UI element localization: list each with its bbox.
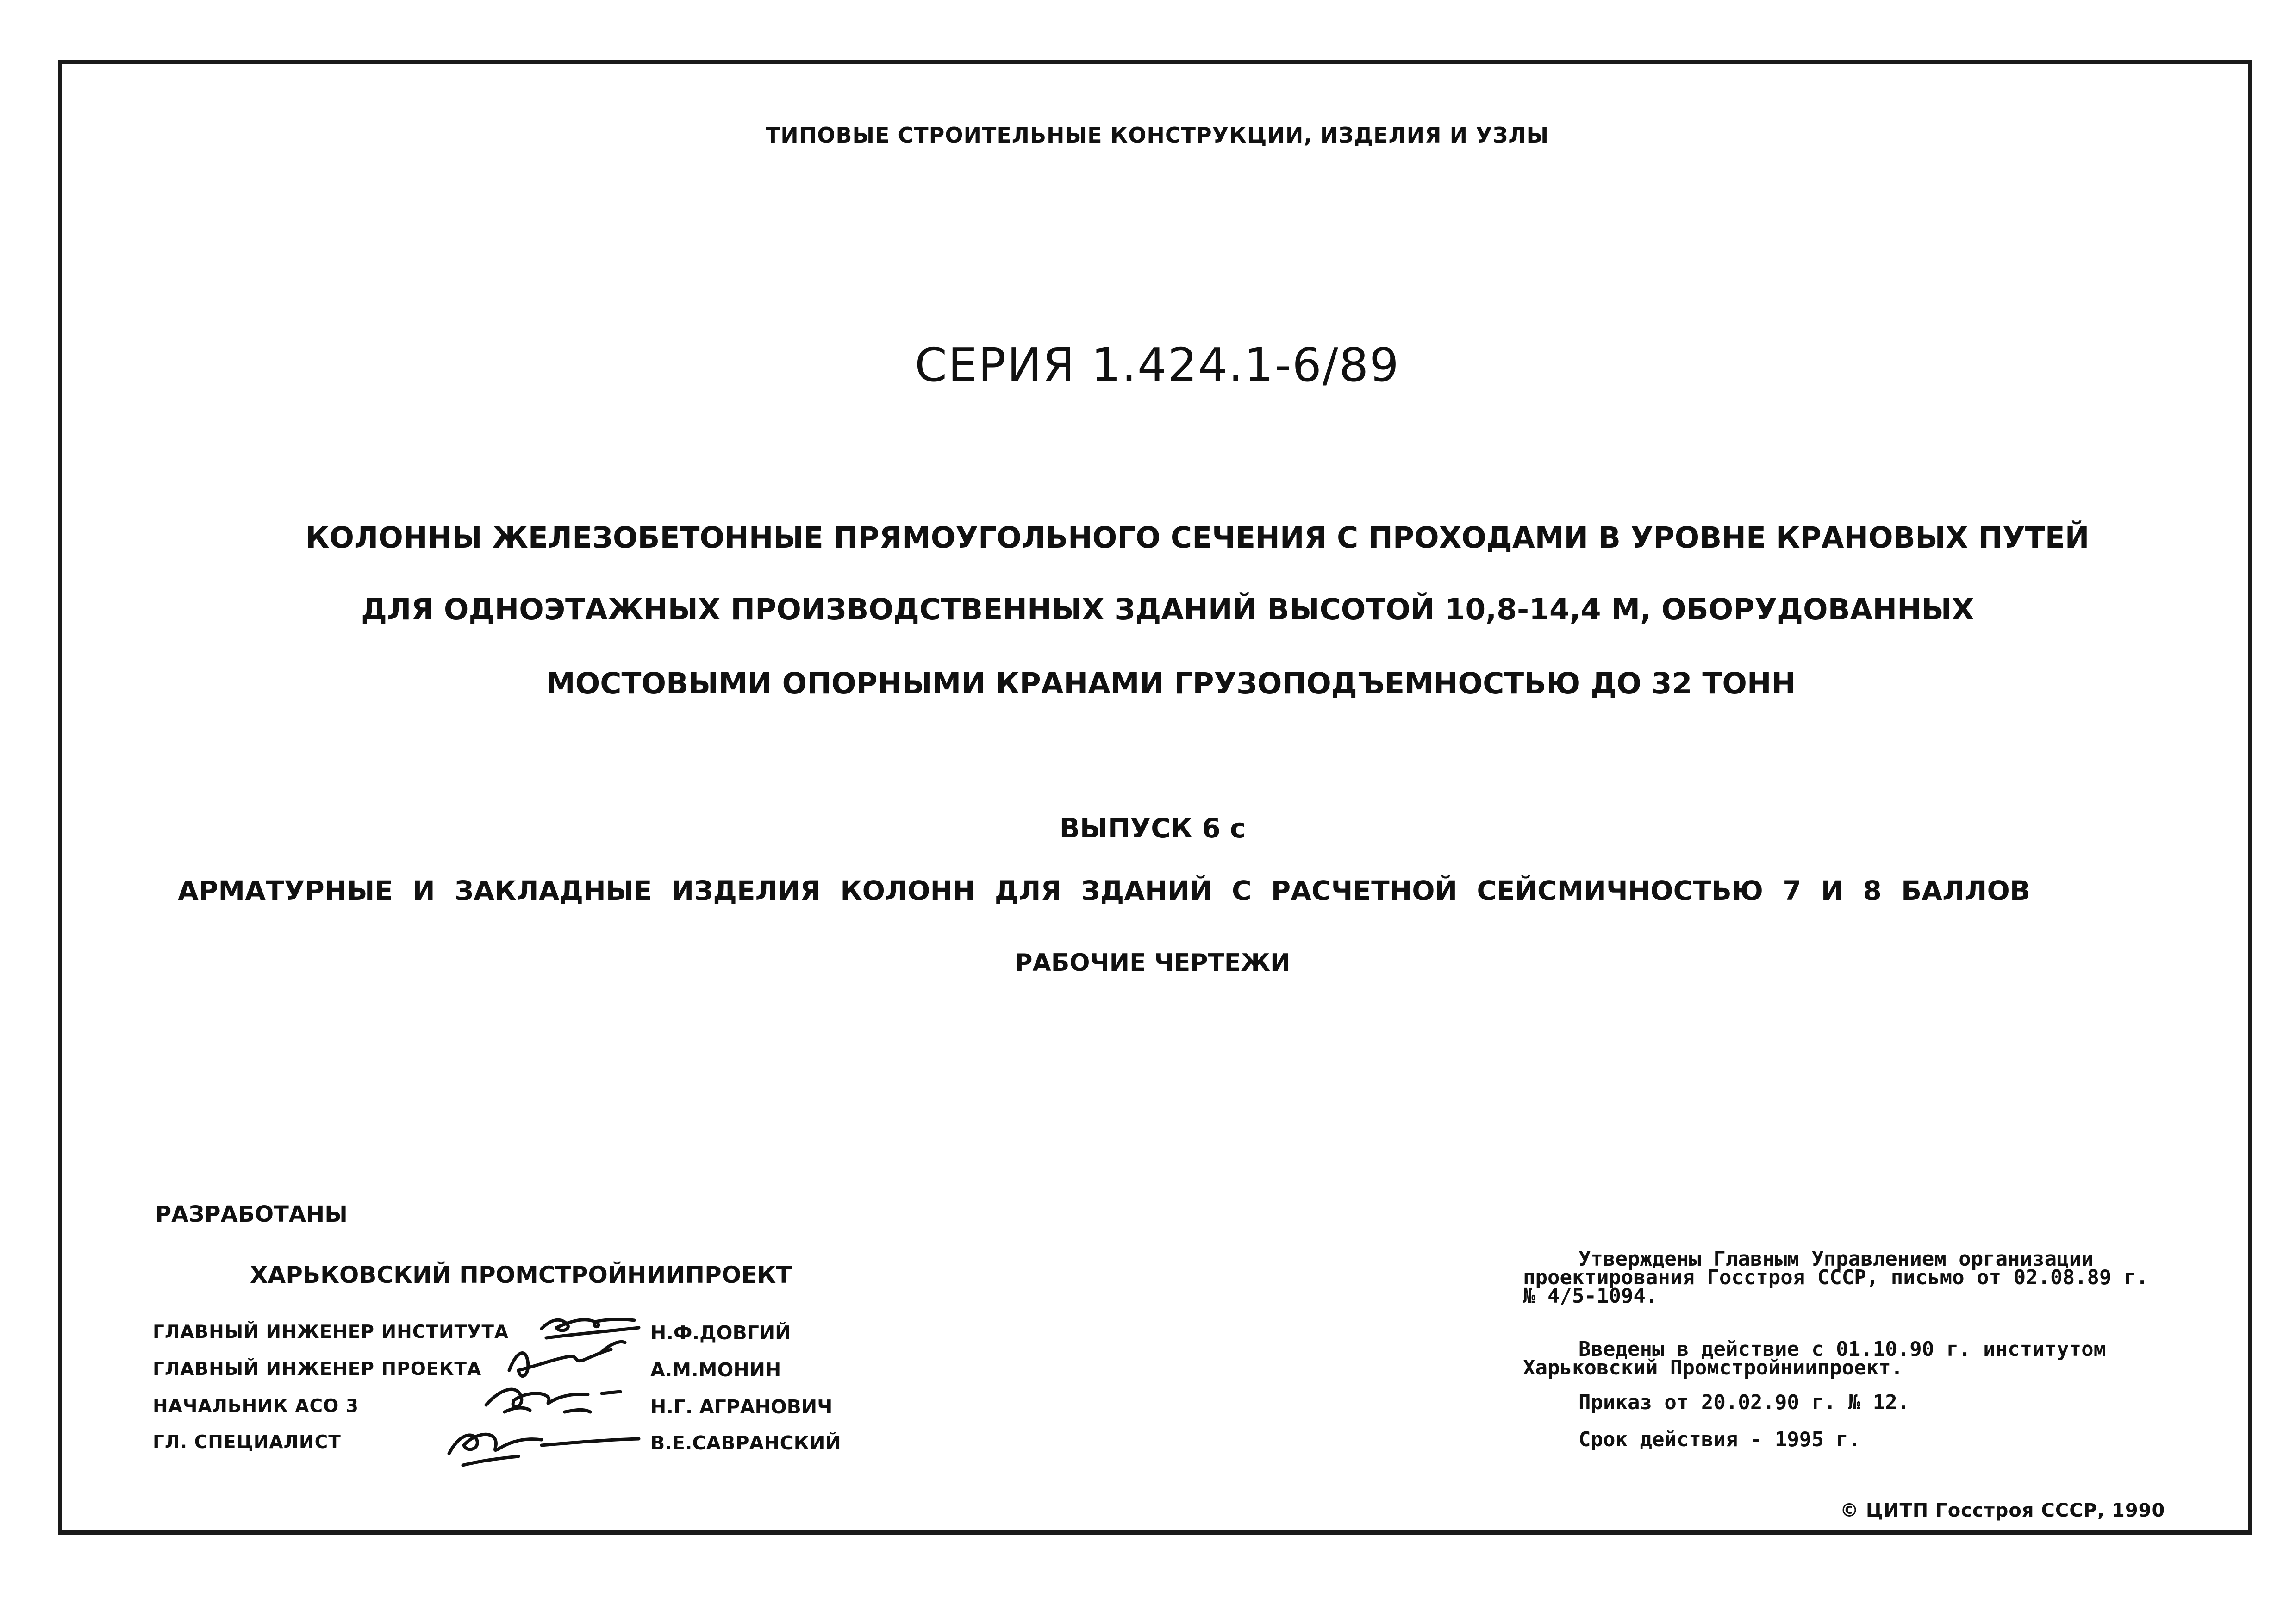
introduction-statement: Введены в действие с 01.10.90 г. институтом Харьковский Промстройниипроект. xyxy=(1523,1337,2106,1380)
drawing-frame xyxy=(58,60,2252,1535)
staff-name: В.Е.САВРАНСКИЙ xyxy=(650,1432,841,1454)
staff-position: НАЧАЛЬНИК АСО 3 xyxy=(153,1396,359,1417)
document-title-line-3: МОСТОВЫМИ ОПОРНЫМИ КРАНАМИ ГРУЗОПОДЪЕМНОСТЬЮ ДО 32 ТОНН xyxy=(546,667,1796,700)
document-title-line-1: КОЛОННЫ ЖЕЛЕЗОБЕТОННЫЕ ПРЯМОУГОЛЬНОГО СЕЧЕНИЯ С ПРОХОДАМИ В УРОВНЕ КРАНОВЫХ ПУТЕЙ xyxy=(306,521,2090,555)
working-drawings-label: РАБОЧИЕ ЧЕРТЕЖИ xyxy=(1015,949,1291,977)
staff-position: ГЛ. СПЕЦИАЛИСТ xyxy=(153,1432,341,1453)
issue-subtitle: АРМАТУРНЫЕ И ЗАКЛАДНЫЕ ИЗДЕЛИЯ КОЛОНН ДЛЯ ЗДАНИЙ С РАСЧЕТНОЙ СЕЙСМИЧНОСТЬЮ 7 И 8 БАЛЛОВ xyxy=(178,875,2030,906)
staff-position: ГЛАВНЫЙ ИНЖЕНЕР ПРОЕКТА xyxy=(153,1359,482,1380)
developer-institute: ХАРЬКОВСКИЙ ПРОМСТРОЙНИИПРОЕКТ xyxy=(250,1262,792,1288)
staff-name: Н.Г. АГРАНОВИЧ xyxy=(650,1396,833,1418)
series-title: СЕРИЯ 1.424.1-6/89 xyxy=(915,338,1400,392)
handwritten-signatures xyxy=(435,1301,667,1468)
approval-statement: Утверждены Главным Управлением организации проектирования Госстроя СССР, письмо от 02.08.89 г. № 4/5-1094. xyxy=(1523,1247,2149,1308)
issue-label: ВЫПУСК 6 с xyxy=(1059,812,1246,844)
staff-name: Н.Ф.ДОВГИЙ xyxy=(650,1322,791,1344)
staff-position: ГЛАВНЫЙ ИНЖЕНЕР ИНСТИТУТА xyxy=(153,1322,509,1343)
staff-name: А.М.МОНИН xyxy=(650,1359,781,1381)
series-category-line: ТИПОВЫЕ СТРОИТЕЛЬНЫЕ КОНСТРУКЦИИ, ИЗДЕЛИЯ И УЗЛЫ xyxy=(765,123,1549,148)
validity-statement: Срок действия - 1995 г. xyxy=(1578,1428,1861,1451)
developed-by-label: РАЗРАБОТАНЫ xyxy=(155,1201,348,1227)
copyright-notice: © ЦИТП Госстроя СССР, 1990 xyxy=(1840,1500,2165,1521)
document-title-line-2: ДЛЯ ОДНОЭТАЖНЫХ ПРОИЗВОДСТВЕННЫХ ЗДАНИЙ ВЫСОТОЙ 10,8-14,4 М, ОБОРУДОВАННЫХ xyxy=(361,593,1974,626)
order-statement: Приказ от 20.02.90 г. № 12. xyxy=(1578,1391,1910,1414)
